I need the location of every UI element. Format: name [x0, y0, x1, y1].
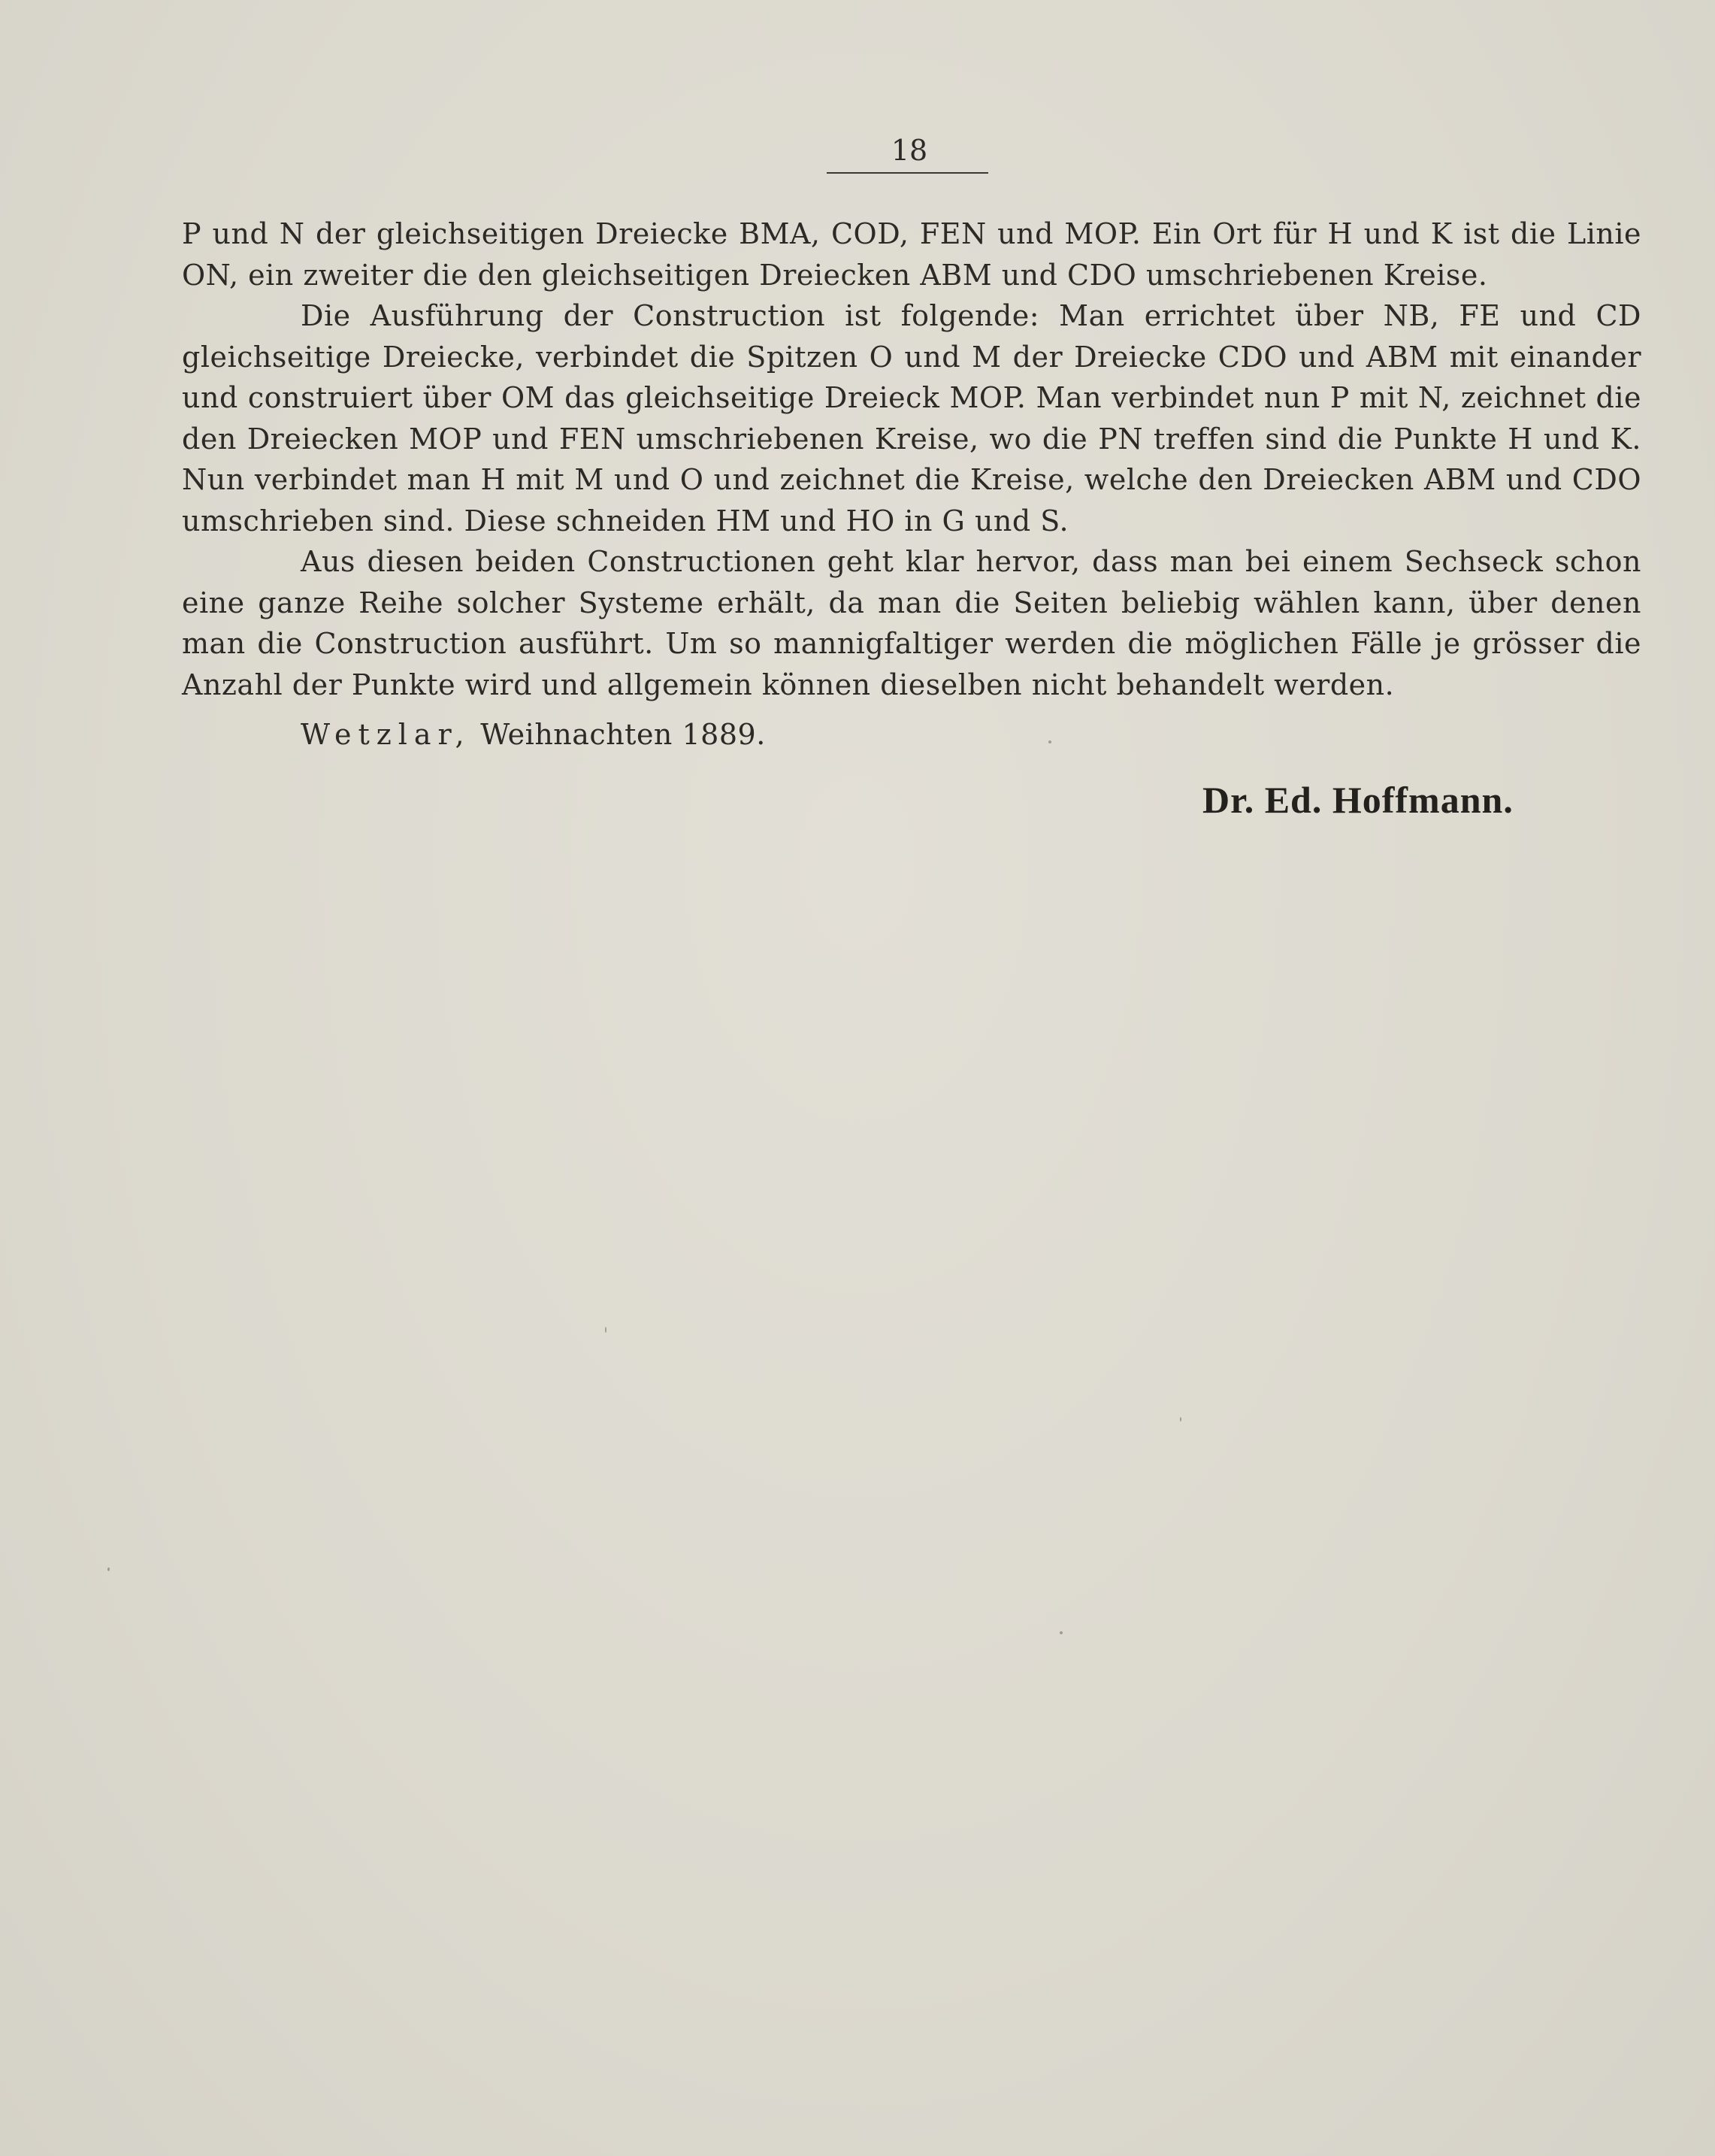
body-text — [182, 213, 1641, 705]
paper-speck — [1060, 1631, 1063, 1634]
paper-speck — [1048, 740, 1051, 743]
paper-speck — [1180, 1417, 1181, 1422]
author-signature: Dr. Ed. Hoffmann. — [1202, 779, 1514, 821]
page-number-rule — [827, 172, 988, 174]
place: Wetzlar, — [301, 718, 471, 751]
paragraph-conclusion: Aus diesen beiden Constructionen geht klar hervor, dass man bei einem Sechseck schon eine ganze Reihe solcher Systeme erhält, da man die Seiten beliebig wählen kann, über denen man die Construction ausführt. Um so mannigfaltiger werden die möglichen Fälle je grösser die Anzahl der Punkte wird und allgemein können dieselben nicht behandelt werden. — [182, 545, 1641, 701]
paragraph-construction: Die Ausführung der Construction ist folgende: Man errichtet über NB, FE und CD gleichseitige Dreiecke, verbindet die Spitzen O und M der Dreiecke CDO und ABM mit einander und construiert über OM das gleichseitige Dreieck MOP. Man verbindet nun P mit N, zeichnet die den Dreiecken MOP und FEN umschriebenen Kreise, wo die PN treffen sind die Punkte H und K. Nun verbindet man H mit M und O und zeichnet die Kreise, welche den Dreiecken ABM und CDO umschrieben sind. Diese schneiden HM und HO in G und S. — [182, 299, 1641, 537]
paper-speck — [605, 1327, 606, 1333]
page-number: 18 — [891, 134, 928, 167]
place-date-line — [301, 714, 766, 755]
paragraph-continuation: P und N der gleichseitigen Dreiecke BMA, COD, FEN und MOP. Ein Ort für H und K ist die Linie ON, ein zweiter die den gleichseitigen Dreiecken ABM und CDO umschriebenen Kreise. — [182, 217, 1641, 292]
date: Weihnachten 1889. — [480, 718, 766, 751]
paper-speck — [107, 1567, 110, 1571]
